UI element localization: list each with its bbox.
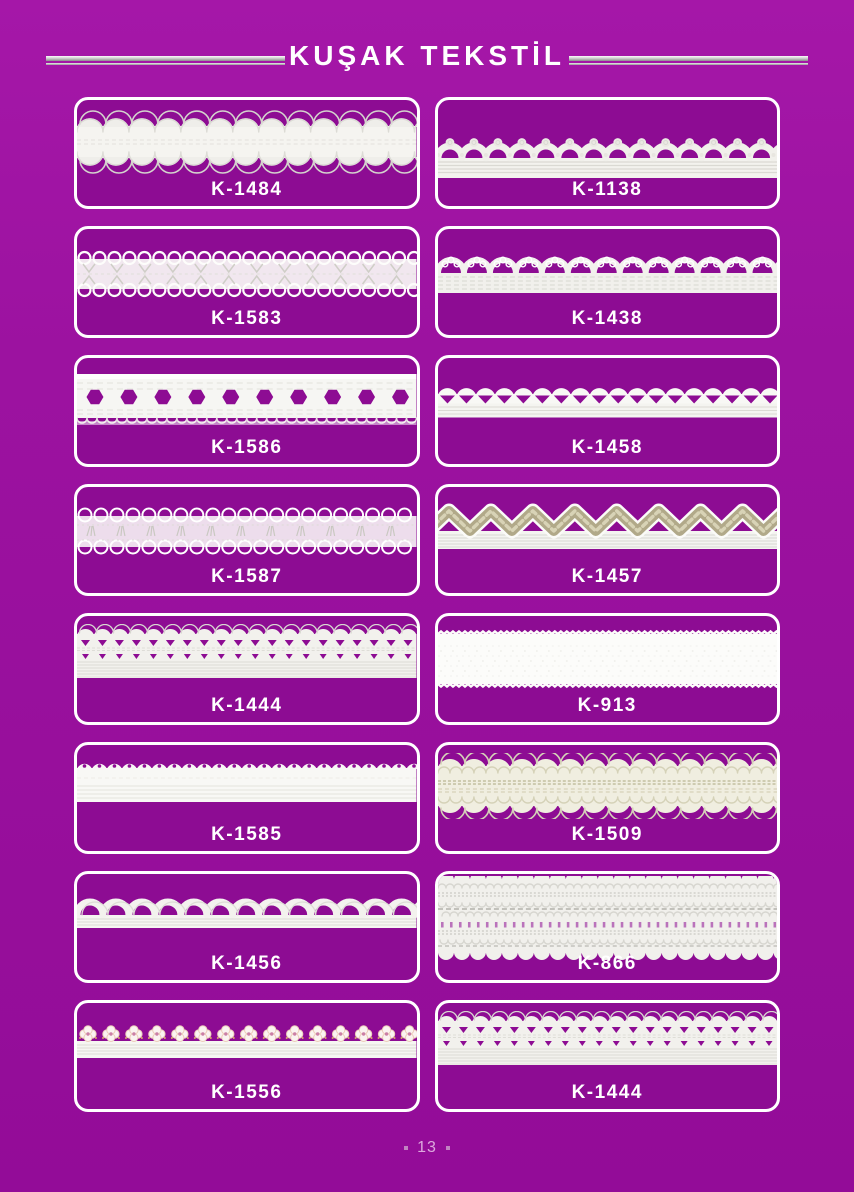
product-code-label: K-1586 xyxy=(211,437,283,458)
product-card xyxy=(435,613,781,725)
lace-sample-image xyxy=(77,1019,417,1067)
product-code-label: K-866 xyxy=(577,953,637,974)
product-card xyxy=(435,226,781,338)
lace-sample-image xyxy=(77,503,417,559)
product-code-label: K-913 xyxy=(577,695,637,716)
lace-sample-image xyxy=(438,626,778,692)
lace-sample-image xyxy=(77,245,417,303)
product-card xyxy=(435,97,781,209)
product-code-label: K-1457 xyxy=(571,566,643,587)
lace-sample-image xyxy=(438,122,778,180)
page-number: 13 xyxy=(417,1139,437,1156)
product-card xyxy=(74,355,420,467)
product-code-label: K-1585 xyxy=(211,824,283,845)
product-card xyxy=(74,871,420,983)
header-rule-left xyxy=(46,56,285,65)
product-card xyxy=(74,613,420,725)
header-rule-right-bar xyxy=(569,56,808,61)
product-code-label: K-1438 xyxy=(571,308,643,329)
header-rule-right xyxy=(569,56,808,65)
product-card xyxy=(74,97,420,209)
lace-sample-image xyxy=(438,753,778,819)
lace-sample-image xyxy=(77,890,417,934)
product-code-label: K-1583 xyxy=(211,308,283,329)
product-code-label: K-1556 xyxy=(211,1082,283,1103)
product-code-label: K-1444 xyxy=(571,1082,643,1103)
header-rule-left-thin xyxy=(46,63,285,65)
product-card xyxy=(74,226,420,338)
product-card xyxy=(74,484,420,596)
lace-sample-image xyxy=(77,755,417,809)
product-card xyxy=(435,1000,781,1112)
product-code-label: K-1458 xyxy=(571,437,643,458)
lace-sample-image xyxy=(438,501,778,557)
product-card xyxy=(435,484,781,596)
lace-sample-image xyxy=(77,370,417,428)
product-code-label: K-1444 xyxy=(211,695,283,716)
product-card xyxy=(435,355,781,467)
lace-sample-image xyxy=(77,110,417,174)
footer-dot-left xyxy=(404,1146,408,1150)
footer-dot-right xyxy=(446,1146,450,1150)
product-card xyxy=(74,1000,420,1112)
product-code-label: K-1456 xyxy=(211,953,283,974)
product-code-label: K-1138 xyxy=(572,179,643,200)
lace-sample-image xyxy=(438,378,778,424)
page-header xyxy=(0,0,854,78)
lace-sample-image xyxy=(77,624,417,686)
lace-sample-image xyxy=(438,1011,778,1073)
product-card xyxy=(435,742,781,854)
left-column xyxy=(74,97,420,1112)
lace-sample-image xyxy=(438,876,778,960)
right-column xyxy=(435,97,781,1112)
product-card xyxy=(435,871,781,983)
lace-sample-image xyxy=(438,247,778,299)
header-rule-left-bar xyxy=(46,56,285,61)
product-card xyxy=(74,742,420,854)
product-code-label: K-1484 xyxy=(211,179,283,200)
page-footer xyxy=(0,1139,854,1157)
product-code-label: K-1587 xyxy=(211,566,283,587)
product-code-label: K-1509 xyxy=(571,824,643,845)
product-grid xyxy=(0,97,854,1112)
header-rule-right-thin xyxy=(569,63,808,65)
page-title: KUŞAK TEKSTİL xyxy=(289,40,565,71)
